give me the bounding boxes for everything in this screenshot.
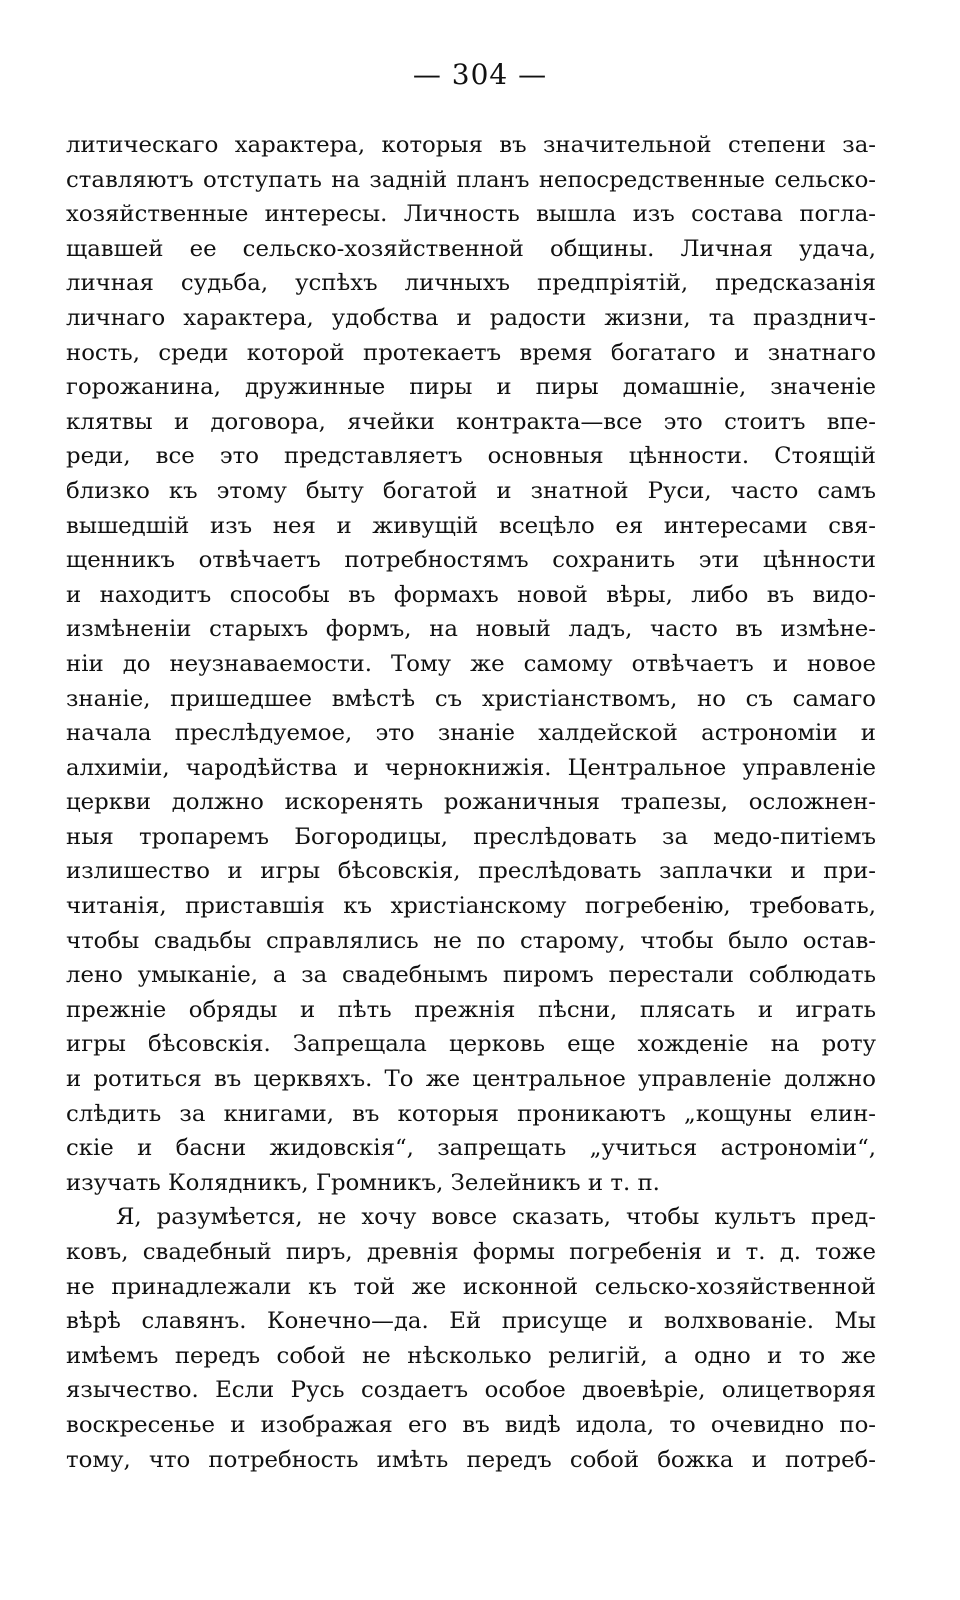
text-line: щенникъ отвѣчаетъ потребностямъ сохранить эти цѣнности xyxy=(66,547,876,574)
text-line: близко къ этому быту богатой и знатной Руси, часто самъ xyxy=(66,477,876,504)
text-line: нiи до неузнаваемости. Тому же самому отвѣчаетъ и новое xyxy=(66,650,876,677)
text-line: не принадлежали къ той же исконной сельско-хозяйственной xyxy=(66,1273,876,1300)
text-line: скiе и басни жидовскiя“, запрещать „учиться астрономiи“, xyxy=(66,1135,876,1162)
text-line: изучать Колядникъ, Громникъ, Зелейникъ и т. п. xyxy=(66,1169,660,1196)
text-line: хозяйственные интересы. Личность вышла изъ состава погла- xyxy=(66,201,876,228)
text-line: и находитъ способы въ формахъ новой вѣры, либо въ видо- xyxy=(66,581,876,608)
text-line: знанiе, пришедшее вмѣстѣ съ христiанствомъ, но съ самаго xyxy=(66,685,876,712)
paragraph xyxy=(66,128,876,1200)
text-line: имѣемъ передъ собой не нѣсколько религiй, а одно и то же xyxy=(66,1342,876,1369)
body-text xyxy=(66,128,876,1477)
text-line: горожанина, дружинные пиры и пиры домашнiе, значенiе xyxy=(66,374,876,401)
text-line: личная судьба, успѣхъ личныхъ предпрiятiй, предсказанiя xyxy=(66,270,876,297)
text-line: вѣрѣ славянъ. Конечно—да. Ей присуще и волхвованiе. Мы xyxy=(66,1308,876,1335)
text-line: реди, все это представляетъ основныя цѣнности. Стоящiй xyxy=(66,443,876,470)
text-line: язычество. Если Русь создаетъ особое двоевѣрiе, олицетворяя xyxy=(66,1377,876,1404)
text-line: алхимiи, чародѣйства и чернокнижiя. Центральное управленiе xyxy=(66,754,876,781)
text-line: ныя тропаремъ Богородицы, преслѣдовать за медо-питiемъ xyxy=(66,823,876,850)
text-line: клятвы и договора, ячейки контракта—все это стоитъ впе- xyxy=(66,408,876,435)
text-line: ность, среди которой протекаетъ время богатаго и знатнаго xyxy=(66,339,876,366)
text-line: излишество и игры бѣсовскiя, преслѣдовать заплачки и при- xyxy=(66,858,876,885)
text-line: личнаго характера, удобства и радости жизни, та празднич- xyxy=(66,304,876,331)
text-line: церкви должно искоренять рожаничныя трапезы, осложнен- xyxy=(66,789,876,816)
text-line: начала преслѣдуемое, это знанiе халдейской астрономiи и xyxy=(66,720,876,747)
text-line: ковъ, свадебный пиръ, древнiя формы погребенiя и т. д. тоже xyxy=(66,1239,876,1265)
text-line: измѣненiи старыхъ формъ, на новый ладъ, часто въ измѣне- xyxy=(66,616,876,643)
text-line: ставляютъ отступать на заднiй планъ непосредственные сельско- xyxy=(66,166,876,193)
text-line: прежнiе обряды и пѣть прежнiя пѣсни, плясать и играть xyxy=(66,996,876,1023)
text-line: воскресенье и изображая его въ видѣ идола, то очевидно по- xyxy=(66,1411,876,1438)
paragraph xyxy=(66,1200,876,1477)
text-line: лено умыканiе, а за свадебнымъ пиромъ перестали соблюдать xyxy=(66,962,876,989)
text-line: литическаго характера, которыя въ значительной степени за- xyxy=(66,132,876,158)
text-line: читанiя, приставшiя къ христiанскому погребенiю, требовать, xyxy=(66,893,876,920)
text-line: Я, разумѣется, не хочу вовсе сказать, чтобы культъ пред- xyxy=(116,1204,876,1231)
page-number: — 304 — xyxy=(412,58,548,91)
text-line: и ротиться въ церквяхъ. То же центральное управленiе должно xyxy=(66,1066,876,1093)
text-line: вышедшiй изъ нея и живущiй всецѣло ея интересами свя- xyxy=(66,512,876,539)
text-line: слѣдить за книгами, въ которыя проникаютъ „кощуны елин- xyxy=(66,1100,876,1127)
text-line: чтобы свадьбы справлялись не по старому, чтобы было остав- xyxy=(66,927,876,954)
text-line: щавшей ее сельско-хозяйственной общины. Личная удача, xyxy=(66,235,876,262)
text-line: тому, что потребность имѣть передъ собой божка и потреб- xyxy=(66,1446,876,1473)
text-line: игры бѣсовскiя. Запрещала церковь еще хожденiе на роту xyxy=(66,1031,876,1058)
